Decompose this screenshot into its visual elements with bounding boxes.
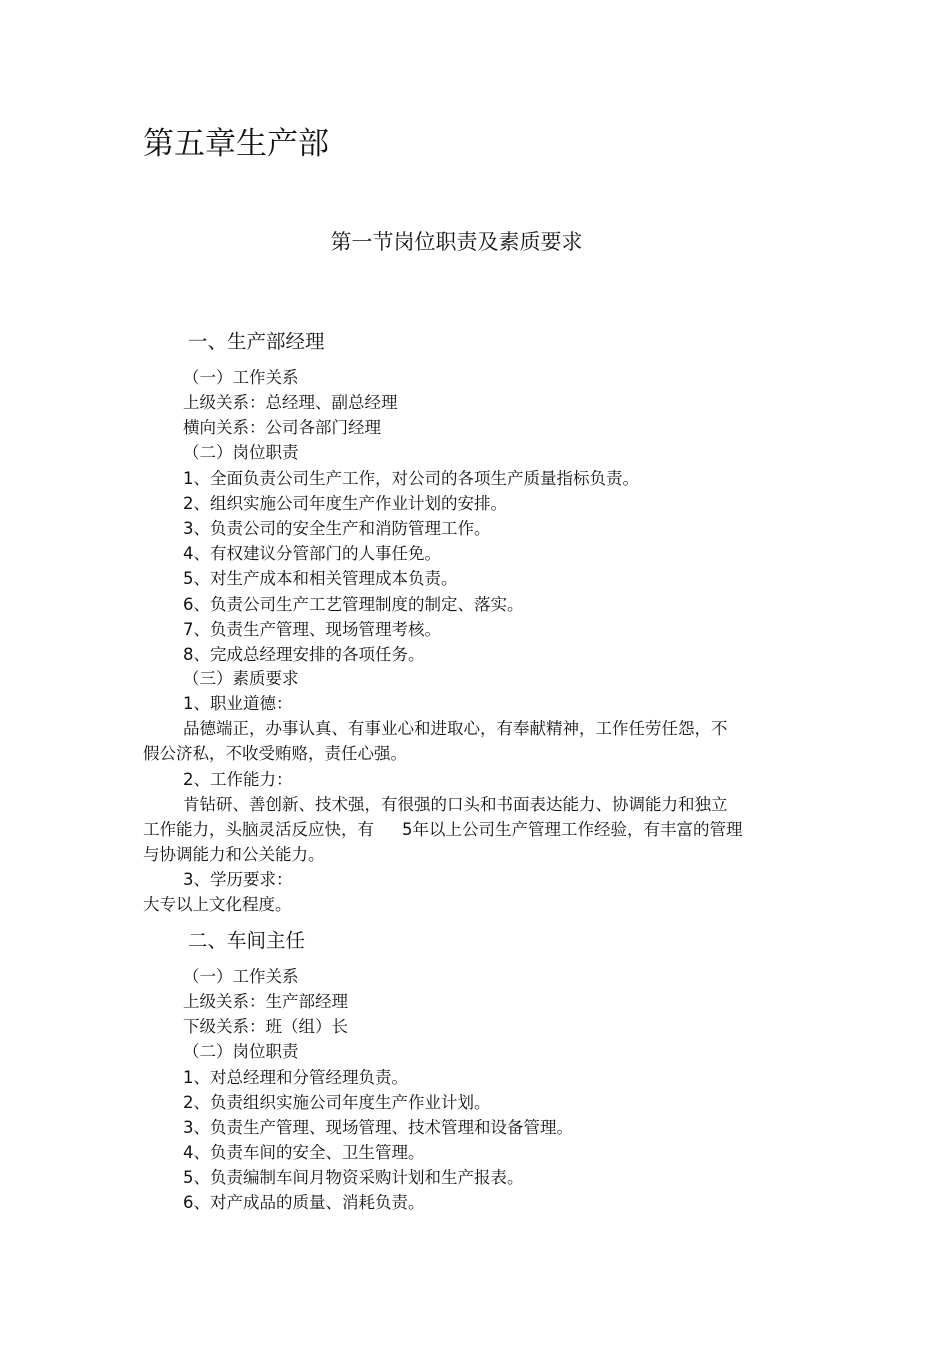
part1-superior: 上级关系：总经理、副总经理 [183, 393, 398, 412]
part1-duty-item: 8、完成总经理安排的各项任务。 [183, 645, 425, 664]
part2-duty-item: 2、负责组织实施公司年度生产作业计划。 [183, 1093, 491, 1112]
part2-heading: 二、车间主任 [188, 929, 306, 952]
part1-ability-text-part: 5年以上公司生产管理工作经验，有丰富的管理 [402, 820, 743, 839]
part1-ability-text: 肯钻研、善创新、技术强，有很强的口头和书面表达能力、协调能力和独立 [183, 795, 728, 814]
part1-lateral: 横向关系：公司各部门经理 [183, 418, 381, 437]
part1-heading: 一、生产部经理 [188, 330, 325, 353]
part1-ethics-text: 品德端正，办事认真、有事业心和进取心，有奉献精神，工作任劳任怨，不 [183, 719, 728, 738]
part1-duties-heading: （二）岗位职责 [183, 443, 299, 462]
chapter-title: 第五章生产部 [143, 126, 329, 162]
part1-duty-item: 3、负责公司的安全生产和消防管理工作。 [183, 519, 491, 538]
part1-education-heading: 3、学历要求： [183, 870, 293, 889]
part1-ability-text-part: 工作能力，头脑灵活反应快，有 [143, 820, 374, 839]
part1-duty-item: 1、全面负责公司生产工作，对公司的各项生产质量指标负责。 [183, 469, 639, 488]
part1-duty-item: 6、负责公司生产工艺管理制度的制定、落实。 [183, 595, 524, 614]
part2-duty-item: 4、负责车间的安全、卫生管理。 [183, 1143, 425, 1162]
part2-duty-item: 1、对总经理和分管经理负责。 [183, 1068, 408, 1087]
part2-subordinate: 下级关系：班（组）长 [183, 1017, 348, 1036]
part1-duty-item: 2、组织实施公司年度生产作业计划的安排。 [183, 494, 507, 513]
part1-education-text: 大专以上文化程度。 [143, 895, 292, 914]
section-title: 第一节岗位职责及素质要求 [330, 230, 583, 254]
part1-ethics-heading: 1、职业道德： [183, 694, 293, 713]
part1-ability-heading: 2、工作能力： [183, 770, 293, 789]
part2-duty-item: 6、对产成品的质量、消耗负责。 [183, 1193, 425, 1212]
part2-duty-item: 5、负责编制车间月物资采购计划和生产报表。 [183, 1168, 524, 1187]
part1-ability-text [143, 819, 743, 841]
part2-work-relations-heading: （一）工作关系 [183, 967, 299, 986]
part1-quality-heading: （三）素质要求 [183, 669, 299, 688]
part1-duty-item: 7、负责生产管理、现场管理考核。 [183, 620, 441, 639]
part1-ability-text: 与协调能力和公关能力。 [143, 845, 325, 864]
part1-work-relations-heading: （一）工作关系 [183, 368, 299, 387]
part1-duty-item: 5、对生产成本和相关管理成本负责。 [183, 569, 458, 588]
part2-duty-item: 3、负责生产管理、现场管理、技术管理和设备管理。 [183, 1118, 573, 1137]
part2-superior: 上级关系：生产部经理 [183, 992, 348, 1011]
part1-ethics-text: 假公济私，不收受贿赂，责任心强。 [143, 744, 407, 763]
part1-duty-item: 4、有权建议分管部门的人事任免。 [183, 544, 441, 563]
part2-duties-heading: （二）岗位职责 [183, 1042, 299, 1061]
